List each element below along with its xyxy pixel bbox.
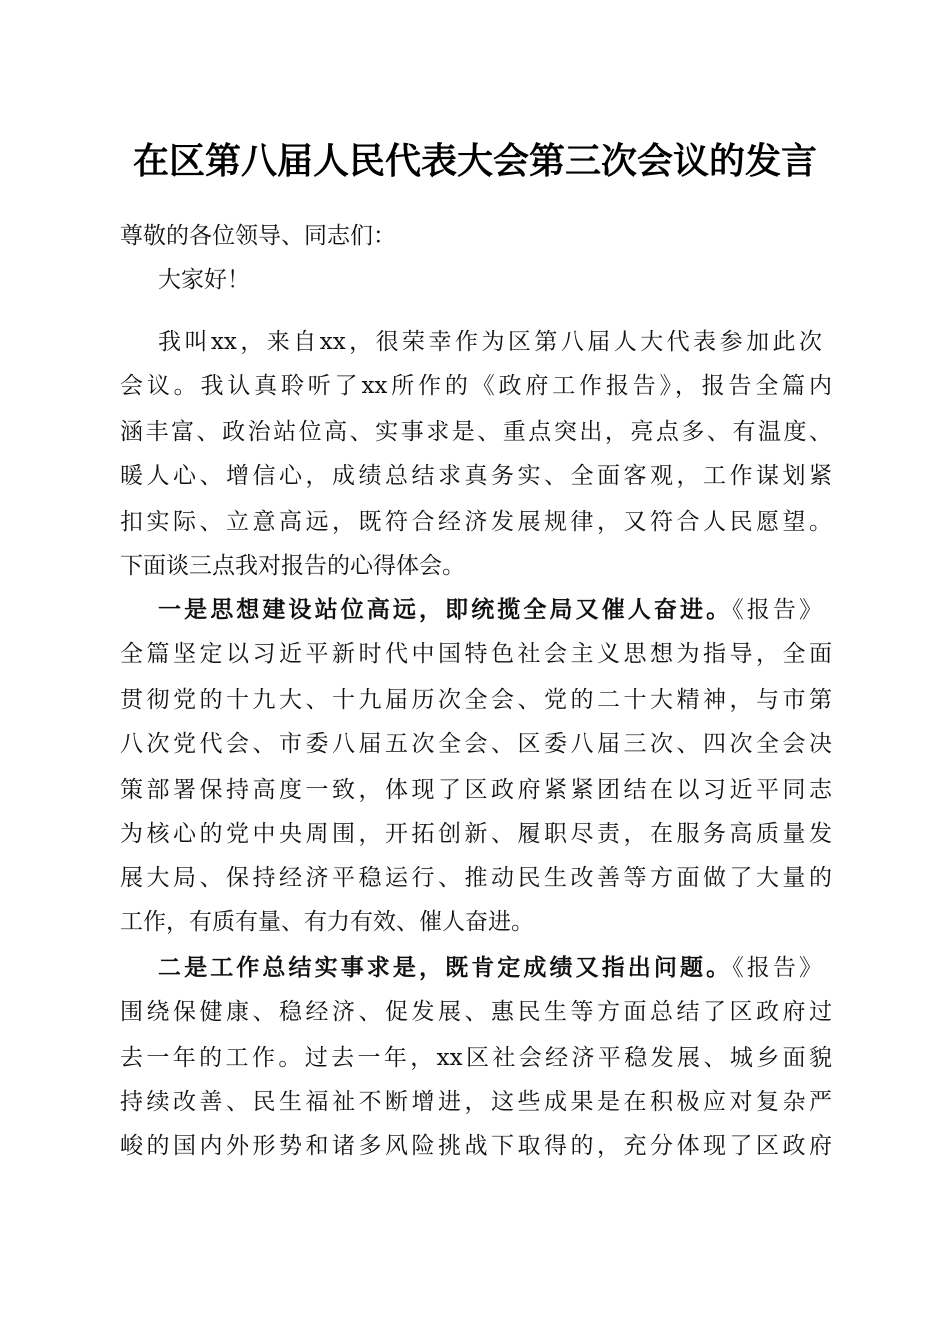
paragraph-line: 下面谈三点我对报告的心得体会。 [120,553,465,579]
paragraph-line: 去一年的工作。过去一年，xx区社会经济平稳发展、城乡面貌 [120,1045,832,1071]
report-ref: 《报告》 [732,955,823,981]
paragraph-line: 八次党代会、市委八届五次全会、区委八届三次、四次全会决 [120,731,832,757]
document-title: 在区第八届人民代表大会第三次会议的发言 [132,140,817,182]
paragraph-line [158,588,822,632]
salutation: 尊敬的各位领导、同志们： [120,223,396,249]
section-heading-1: 一是思想建设站位高远，即统揽全局又催人奋进。 [158,596,733,623]
report-ref: 《报告》 [732,597,823,623]
paragraph-line: 峻的国内外形势和诸多风险挑战下取得的，充分体现了区政府 [120,1133,832,1159]
paragraph-line: 贯彻党的十九大、十九届历次全会、党的二十大精神，与市第 [120,687,832,713]
paragraph-line: 策部署保持高度一致，体现了区政府紧紧团结在以习近平同志 [120,777,832,803]
paragraph-line: 暖人心、增信心，成绩总结求真务实、全面客观，工作谋划紧 [120,463,832,489]
paragraph-line: 持续改善、民生福祉不断增进，这些成果是在积极应对复杂严 [120,1089,832,1115]
paragraph-line: 会议。我认真聆听了xx所作的《政府工作报告》，报告全篇内 [120,373,832,399]
paragraph-line: 全篇坚定以习近平新时代中国特色社会主义思想为指导，全面 [120,641,832,667]
paragraph-line: 我叫xx，来自xx，很荣幸作为区第八届人大代表参加此次 [158,329,822,355]
paragraph-line: 涵丰富、政治站位高、实事求是、重点突出，亮点多、有温度、 [120,419,832,445]
paragraph-line: 扣实际、立意高远，既符合经济发展规律，又符合人民愿望。 [120,509,832,535]
paragraph-line: 围绕保健康、稳经济、促发展、惠民生等方面总结了区政府过 [120,999,832,1025]
paragraph-line: 为核心的党中央周围，开拓创新、履职尽责，在服务高质量发 [120,821,832,847]
greeting: 大家好！ [158,267,250,293]
paragraph-line: 工作，有质有量、有力有效、催人奋进。 [120,909,534,935]
paragraph-line: 展大局、保持经济平稳运行、推动民生改善等方面做了大量的 [120,865,832,891]
section-heading-2: 二是工作总结实事求是，既肯定成绩又指出问题。 [158,954,733,981]
paragraph-line [158,946,822,990]
